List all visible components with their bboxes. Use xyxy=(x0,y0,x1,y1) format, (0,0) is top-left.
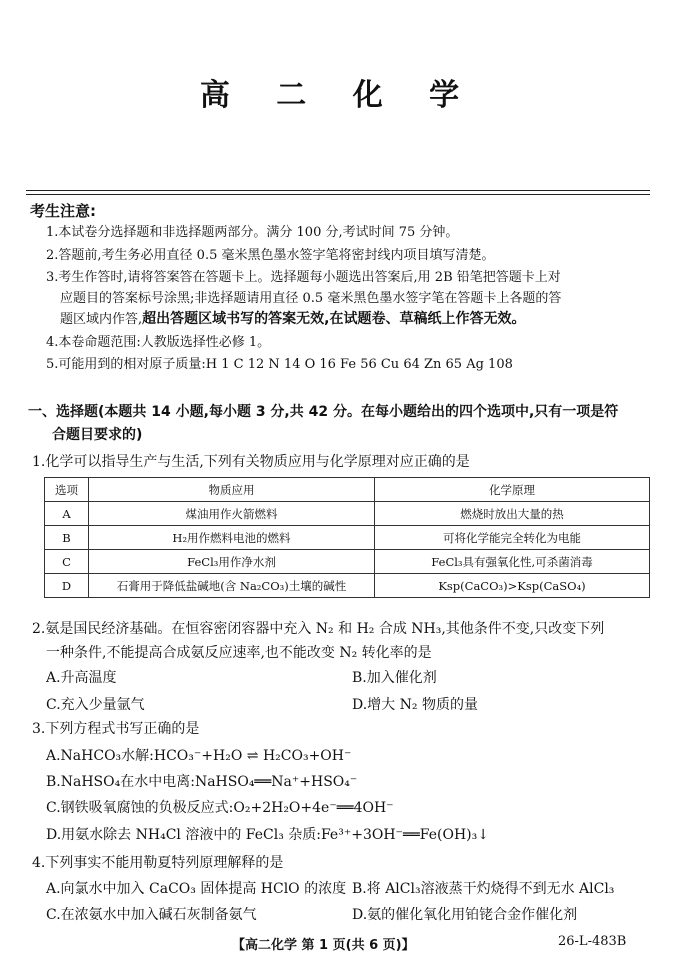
table-header: 化学原理 xyxy=(375,478,650,502)
q3-option-c: C.钢铁吸氧腐蚀的负极反应式:O₂+2H₂O+4e⁻══4OH⁻ xyxy=(46,800,394,816)
table-row xyxy=(45,526,650,550)
table-cell: 燃烧时放出大量的热 xyxy=(375,502,650,526)
q2-option-b: B.加入催化剂 xyxy=(352,670,437,686)
table-header-row xyxy=(45,478,650,502)
q2-option-d: D.增大 N₂ 物质的量 xyxy=(352,697,478,713)
q4-option-d: D.氨的催化氧化用铂铑合金作催化剂 xyxy=(352,907,578,923)
notice-item: 5.可能用到的相对原子质量:H 1 C 12 N 14 O 16 Fe 56 Cu 64 Zn 65 Ag 108 xyxy=(46,357,513,372)
table-row xyxy=(45,574,650,598)
q4-stem: 4.下列事实不能用勒夏特列原理解释的是 xyxy=(32,855,284,871)
notice-heading: 考生注意: xyxy=(30,202,96,220)
q2-option-c: C.充入少量氩气 xyxy=(46,697,145,713)
notice-item: 3.考生作答时,请将答案答在答题卡上。选择题每小题选出答案后,用 2B 铅笔把答题卡上对 xyxy=(46,270,561,285)
notice-item: 2.答题前,考生务必用直径 0.5 毫米黑色墨水签字笔将密封线内项目填写清楚。 xyxy=(46,248,495,263)
notice-item-text: 题区域内作答, xyxy=(60,312,143,327)
table-row xyxy=(45,550,650,574)
table-cell: B xyxy=(45,526,89,550)
q4-option-b: B.将 AlCl₃溶液蒸干灼烧得不到无水 AlCl₃ xyxy=(352,881,615,897)
section-heading: 一、选择题(本题共 14 小题,每小题 3 分,共 42 分。在每小题给出的四个选项中,只有一项是符 xyxy=(28,404,619,420)
section-heading-cont: 合题目要求的) xyxy=(52,427,143,443)
table-cell: 煤油用作火箭燃料 xyxy=(89,502,375,526)
q1-table xyxy=(44,477,650,598)
table-cell: 石膏用于降低盐碱地(含 Na₂CO₃)土壤的碱性 xyxy=(89,574,375,598)
paper-code: 26-L-483B xyxy=(558,934,627,949)
divider xyxy=(26,190,650,191)
table-row xyxy=(45,502,650,526)
table-cell: FeCl₃用作净水剂 xyxy=(89,550,375,574)
q3-stem: 3.下列方程式书写正确的是 xyxy=(32,721,200,737)
q3-option-b: B.NaHSO₄在水中电离:NaHSO₄══Na⁺+HSO₄⁻ xyxy=(46,774,358,790)
notice-item: 应题目的答案标号涂黑;非选择题请用直径 0.5 毫米黑色墨水签字笔在答题卡上各题的答 xyxy=(60,291,562,306)
table-cell: Ksp(CaCO₃)>Ksp(CaSO₄) xyxy=(375,574,650,598)
notice-item xyxy=(60,308,525,328)
table-cell: 可将化学能完全转化为电能 xyxy=(375,526,650,550)
table-cell: H₂用作燃料电池的燃料 xyxy=(89,526,375,550)
table-cell: FeCl₃具有强氧化性,可杀菌消毒 xyxy=(375,550,650,574)
notice-item: 4.本卷命题范围:人教版选择性必修 1。 xyxy=(46,335,271,350)
q1-stem: 1.化学可以指导生产与生活,下列有关物质应用与化学原理对应正确的是 xyxy=(32,454,470,470)
q2-stem: 2.氨是国民经济基础。在恒容密闭容器中充入 N₂ 和 H₂ 合成 NH₃,其他条件不变,只改变下列 xyxy=(32,621,605,637)
table-cell: D xyxy=(45,574,89,598)
q4-option-c: C.在浓氨水中加入碱石灰制备氨气 xyxy=(46,907,257,923)
q2-option-a: A.升高温度 xyxy=(46,670,117,686)
q2-stem-cont: 一种条件,不能提高合成氨反应速率,也不能改变 N₂ 转化率的是 xyxy=(46,645,432,661)
notice-emphasis: 超出答题区域书写的答案无效,在试题卷、草稿纸上作答无效。 xyxy=(142,311,526,327)
divider xyxy=(26,194,650,195)
page-title: 高 二 化 学 xyxy=(199,78,478,113)
table-cell: C xyxy=(45,550,89,574)
table-cell: A xyxy=(45,502,89,526)
q3-option-a: A.NaHCO₃水解:HCO₃⁻+H₂O ⇌ H₂CO₃+OH⁻ xyxy=(46,748,352,764)
table-header: 选项 xyxy=(45,478,89,502)
notice-item: 1.本试卷分选择题和非选择题两部分。满分 100 分,考试时间 75 分钟。 xyxy=(46,225,459,240)
table-header: 物质应用 xyxy=(89,478,375,502)
q4-option-a: A.向氯水中加入 CaCO₃ 固体提高 HClO 的浓度 xyxy=(46,881,347,897)
page-footer: 【高二化学 第 1 页(共 6 页)】 xyxy=(232,938,415,953)
q3-option-d: D.用氨水除去 NH₄Cl 溶液中的 FeCl₃ 杂质:Fe³⁺+3OH⁻══Fe(OH)₃↓ xyxy=(46,827,489,843)
